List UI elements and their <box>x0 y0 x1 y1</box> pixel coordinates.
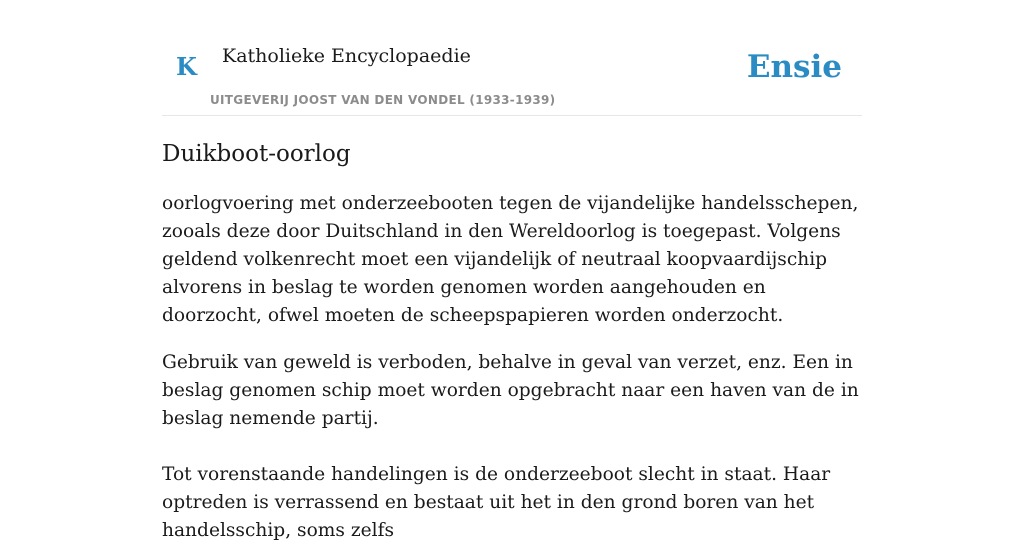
article-paragraph: oorlogvoering met onderzeebooten tegen de vijandelijke handelsschepen, zooals deze door Duitschland in den Wereldoorlog is toegepast. Volgens geldend volkenrecht moet een vijandelijk of neutraal koopvaardijschip alvorens in beslag te worden genomen worden aangehouden en doorzocht, ofwel moeten de scheepspapieren worden onderzocht. <box>162 192 859 326</box>
site-header <box>162 0 862 116</box>
article-paragraph: Gebruik van geweld is verboden, behalve in geval van verzet, enz. Een in beslag genomen schip moet worden opgebracht naar een haven van de in beslag nemende partij. <box>162 351 859 429</box>
article-paragraph: Tot vorenstaande handelingen is de onderzeeboot slecht in staat. Haar optreden is verrassend en bestaat uit het in den grond boren van het handelsschip, soms zelfs <box>162 463 831 541</box>
content-column <box>162 0 862 545</box>
publication-title[interactable]: Katholieke Encyclopaedie <box>222 45 471 67</box>
article-body <box>162 190 862 545</box>
publisher-subtitle: UITGEVERIJ JOOST VAN DEN VONDEL (1933-1939) <box>210 93 556 107</box>
ensie-brand-logo[interactable]: Ensie <box>746 49 842 85</box>
encyclopedia-logo-icon[interactable]: K <box>176 52 197 81</box>
article-title: Duikboot-oorlog <box>162 141 351 167</box>
